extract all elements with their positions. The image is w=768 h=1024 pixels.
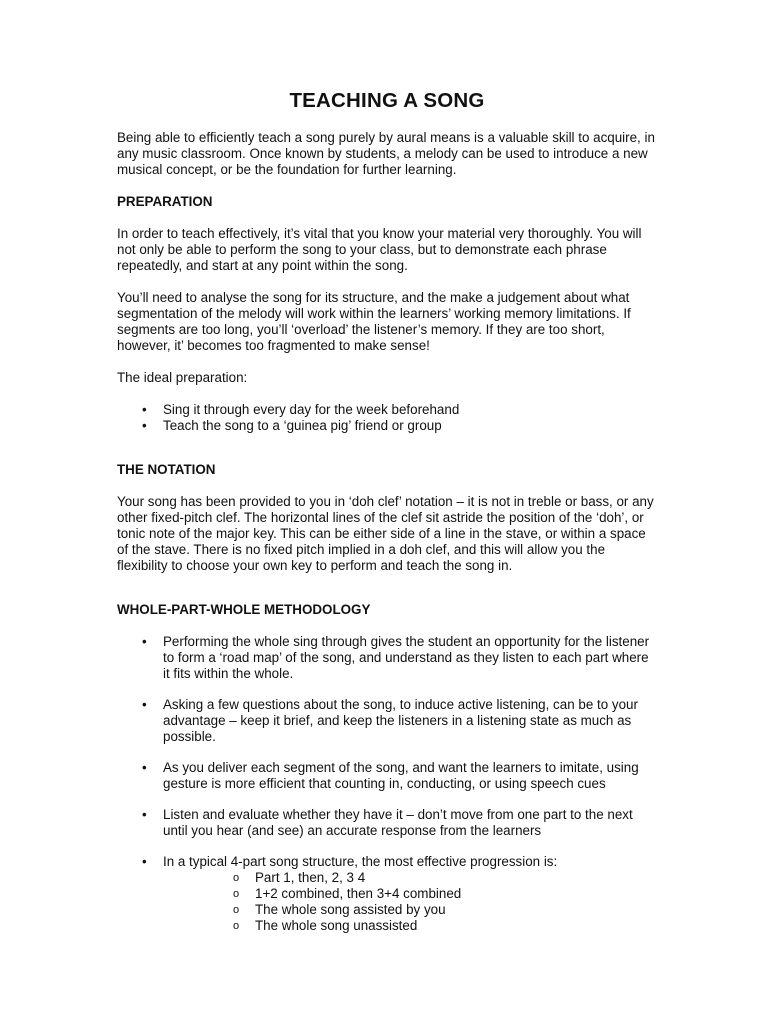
intro-paragraph: Being able to efficiently teach a song purely by aural means is a valuable skill to acquire, in any music classroom. Once known by students, a melody can be used to introduce a new musical concept, or be the foundation for further learning. (117, 130, 655, 177)
circle-bullet-icon: o (233, 872, 240, 884)
sub-list-item-text: The whole song unassisted (255, 918, 418, 933)
spacer (117, 210, 657, 226)
list-item-text: As you deliver each segment of the song, and want the learners to imitate, using gesture is more efficient that counting in, conducting, or using speech cues (163, 760, 639, 791)
list-item (117, 402, 657, 418)
progression-sub-list (163, 870, 657, 934)
list-item-text: Performing the whole sing through gives the student an opportunity for the listener to form a ‘road map’ of the song, and understand as they listen to each part where it fits within the whole. (163, 634, 650, 681)
document-page (117, 88, 657, 934)
spacer (117, 618, 657, 634)
ideal-preparation-label: The ideal preparation: (117, 370, 248, 385)
sub-list-item-text: Part 1, then, 2, 3 4 (255, 870, 366, 885)
bullet-icon: • (142, 634, 147, 649)
notation-heading: THE NOTATION (117, 462, 216, 477)
bullet-icon: • (142, 807, 147, 822)
methodology-bullet-list (117, 634, 657, 934)
list-item (117, 760, 657, 792)
bullet-icon: • (142, 402, 147, 417)
circle-bullet-icon: o (233, 920, 240, 932)
list-item-text: Teach the song to a ‘guinea pig’ friend or group (163, 418, 442, 433)
sub-list-item (163, 886, 657, 902)
sub-list-item (163, 902, 657, 918)
list-item (117, 697, 657, 745)
spacer (117, 478, 657, 494)
list-item (117, 634, 657, 682)
spacer (117, 178, 657, 194)
circle-bullet-icon: o (233, 904, 240, 916)
preparation-paragraph-2: You’ll need to analyse the song for its structure, and the make a judgement about what segmentation of the melody will work within the learners’ working memory limitations. If segments are too long, you’ll ‘overload’ the listener’s memory. If they are too short, however, it’ becomes too fragmented to make sense! (117, 290, 631, 353)
list-item (117, 854, 657, 934)
sub-list-item (163, 918, 657, 934)
list-item-text: In a typical 4-part song structure, the most effective progression is: (163, 854, 558, 869)
spacer (117, 386, 657, 402)
bullet-icon: • (142, 697, 147, 712)
list-item (117, 418, 657, 434)
list-item-text: Asking a few questions about the song, to induce active listening, can be to your advantage – keep it brief, and keep the listeners in a listening state as much as possible. (163, 697, 638, 744)
bullet-icon: • (142, 760, 147, 775)
bullet-icon: • (142, 854, 147, 869)
spacer (117, 434, 657, 462)
methodology-heading: WHOLE-PART-WHOLE METHODOLOGY (117, 602, 371, 617)
list-item-text: Listen and evaluate whether they have it – don’t move from one part to the next until you hear (and see) an accurate response from the learners (163, 807, 633, 838)
spacer (117, 274, 657, 290)
document-title: TEACHING A SONG (289, 89, 485, 112)
circle-bullet-icon: o (233, 888, 240, 900)
sub-list-item (163, 870, 657, 886)
preparation-bullet-list (117, 402, 657, 434)
preparation-heading: PREPARATION (117, 194, 213, 209)
bullet-icon: • (142, 418, 147, 433)
spacer (117, 574, 657, 602)
list-item-text: Sing it through every day for the week beforehand (163, 402, 460, 417)
preparation-paragraph-1: In order to teach effectively, it’s vital that you know your material very thoroughly. You will not only be able to perform the song to your class, but to demonstrate each phrase repeatedly, and start at any point within the song. (117, 226, 642, 273)
list-item (117, 807, 657, 839)
sub-list-item-text: The whole song assisted by you (255, 902, 446, 917)
sub-list-item-text: 1+2 combined, then 3+4 combined (255, 886, 462, 901)
notation-paragraph: Your song has been provided to you in ‘doh clef’ notation – it is not in treble or bass, or any other fixed-pitch clef. The horizontal lines of the clef sit astride the position of the ‘doh’, or tonic note of the major key. This can be either side of a line in the stave, or within a space of the stave. There is no fixed pitch implied in a doh clef, and this will allow you the flexibility to choose your own key to perform and teach the song in. (117, 494, 654, 573)
spacer (117, 354, 657, 370)
